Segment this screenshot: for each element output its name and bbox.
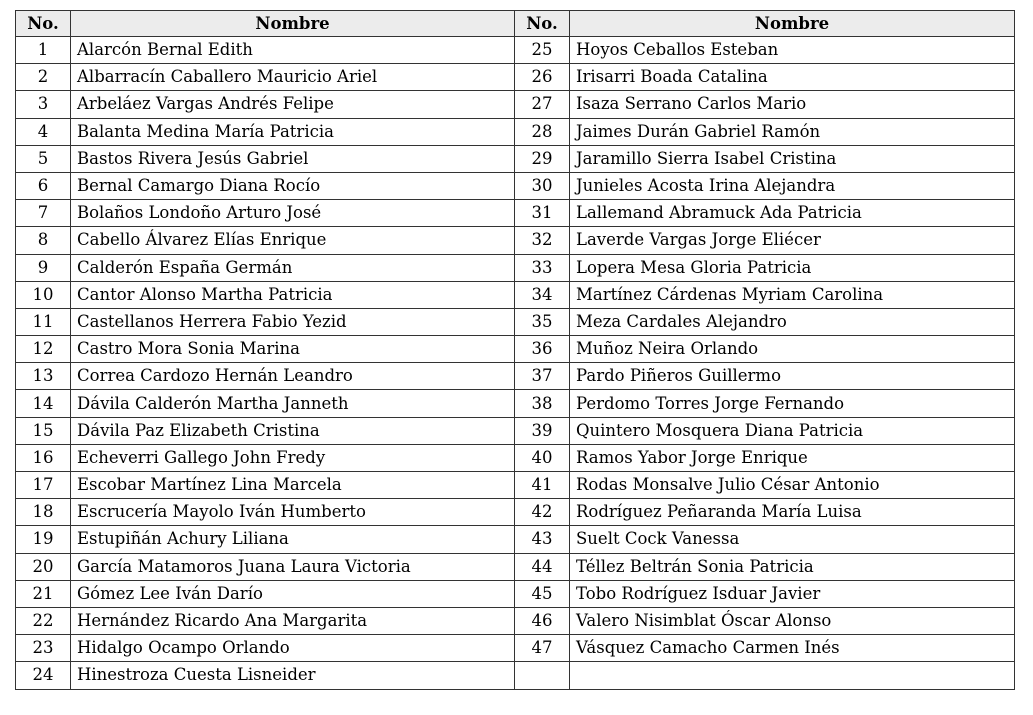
- left-number-cell: 24: [16, 662, 71, 689]
- header-name-right: Nombre: [570, 11, 1015, 37]
- table-row: [16, 526, 1015, 553]
- left-number-cell: 15: [16, 417, 71, 444]
- left-number-cell: 19: [16, 526, 71, 553]
- left-name-cell: Albarracín Caballero Mauricio Ariel: [71, 64, 515, 91]
- right-number-cell: 42: [515, 499, 570, 526]
- names-table: [15, 10, 1015, 690]
- right-name-cell: Junieles Acosta Irina Alejandra: [570, 172, 1015, 199]
- left-name-cell: Gómez Lee Iván Darío: [71, 580, 515, 607]
- table-body: [16, 37, 1015, 690]
- right-number-cell: 39: [515, 417, 570, 444]
- table-row: [16, 145, 1015, 172]
- right-name-cell: Tobo Rodríguez Isduar Javier: [570, 580, 1015, 607]
- right-number-cell: 29: [515, 145, 570, 172]
- left-name-cell: Escobar Martínez Lina Marcela: [71, 472, 515, 499]
- right-name-cell: Martínez Cárdenas Myriam Carolina: [570, 281, 1015, 308]
- right-name-cell: Suelt Cock Vanessa: [570, 526, 1015, 553]
- right-number-cell: 25: [515, 37, 570, 64]
- right-number-cell: 26: [515, 64, 570, 91]
- table-row: [16, 553, 1015, 580]
- left-name-cell: Arbeláez Vargas Andrés Felipe: [71, 91, 515, 118]
- right-name-cell: Laverde Vargas Jorge Eliécer: [570, 227, 1015, 254]
- right-name-cell: Rodas Monsalve Julio César Antonio: [570, 472, 1015, 499]
- left-number-cell: 9: [16, 254, 71, 281]
- right-name-cell: Ramos Yabor Jorge Enrique: [570, 444, 1015, 471]
- table-row: [16, 336, 1015, 363]
- right-name-cell: Pardo Piñeros Guillermo: [570, 363, 1015, 390]
- right-number-cell: 27: [515, 91, 570, 118]
- table-row: [16, 662, 1015, 689]
- table-row: [16, 64, 1015, 91]
- left-name-cell: Bolaños Londoño Arturo José: [71, 200, 515, 227]
- table-row: [16, 172, 1015, 199]
- right-name-cell: Muñoz Neira Orlando: [570, 336, 1015, 363]
- left-name-cell: Calderón España Germán: [71, 254, 515, 281]
- right-number-cell: 36: [515, 336, 570, 363]
- left-name-cell: Dávila Paz Elizabeth Cristina: [71, 417, 515, 444]
- right-name-cell: Irisarri Boada Catalina: [570, 64, 1015, 91]
- table-row: [16, 472, 1015, 499]
- left-number-cell: 6: [16, 172, 71, 199]
- left-name-cell: Hernández Ricardo Ana Margarita: [71, 607, 515, 634]
- right-number-cell: 31: [515, 200, 570, 227]
- left-number-cell: 20: [16, 553, 71, 580]
- table-row: [16, 281, 1015, 308]
- left-number-cell: 8: [16, 227, 71, 254]
- left-name-cell: Dávila Calderón Martha Janneth: [71, 390, 515, 417]
- left-name-cell: Correa Cardozo Hernán Leandro: [71, 363, 515, 390]
- right-name-cell: Téllez Beltrán Sonia Patricia: [570, 553, 1015, 580]
- left-number-cell: 11: [16, 308, 71, 335]
- table-row: [16, 417, 1015, 444]
- left-number-cell: 10: [16, 281, 71, 308]
- left-number-cell: 14: [16, 390, 71, 417]
- right-number-cell: 47: [515, 635, 570, 662]
- right-name-cell: Valero Nisimblat Óscar Alonso: [570, 607, 1015, 634]
- left-name-cell: Hidalgo Ocampo Orlando: [71, 635, 515, 662]
- empty-cell: [515, 662, 570, 689]
- left-number-cell: 17: [16, 472, 71, 499]
- table-row: [16, 444, 1015, 471]
- left-name-cell: Bastos Rivera Jesús Gabriel: [71, 145, 515, 172]
- right-name-cell: Lallemand Abramuck Ada Patricia: [570, 200, 1015, 227]
- right-number-cell: 32: [515, 227, 570, 254]
- right-number-cell: 41: [515, 472, 570, 499]
- left-number-cell: 5: [16, 145, 71, 172]
- right-name-cell: Vásquez Camacho Carmen Inés: [570, 635, 1015, 662]
- table-row: [16, 37, 1015, 64]
- right-name-cell: Jaramillo Sierra Isabel Cristina: [570, 145, 1015, 172]
- right-number-cell: 45: [515, 580, 570, 607]
- table-row: [16, 363, 1015, 390]
- right-number-cell: 35: [515, 308, 570, 335]
- table-row: [16, 91, 1015, 118]
- left-name-cell: García Matamoros Juana Laura Victoria: [71, 553, 515, 580]
- table-row: [16, 254, 1015, 281]
- right-number-cell: 30: [515, 172, 570, 199]
- empty-cell: [570, 662, 1015, 689]
- table-row: [16, 390, 1015, 417]
- left-number-cell: 4: [16, 118, 71, 145]
- left-name-cell: Bernal Camargo Diana Rocío: [71, 172, 515, 199]
- table-row: [16, 607, 1015, 634]
- left-number-cell: 18: [16, 499, 71, 526]
- right-number-cell: 38: [515, 390, 570, 417]
- header-number-left: No.: [16, 11, 71, 37]
- left-name-cell: Castro Mora Sonia Marina: [71, 336, 515, 363]
- right-name-cell: Perdomo Torres Jorge Fernando: [570, 390, 1015, 417]
- right-number-cell: 33: [515, 254, 570, 281]
- left-number-cell: 16: [16, 444, 71, 471]
- left-name-cell: Cabello Álvarez Elías Enrique: [71, 227, 515, 254]
- right-number-cell: 44: [515, 553, 570, 580]
- left-name-cell: Cantor Alonso Martha Patricia: [71, 281, 515, 308]
- right-number-cell: 28: [515, 118, 570, 145]
- left-number-cell: 1: [16, 37, 71, 64]
- right-number-cell: 37: [515, 363, 570, 390]
- table-row: [16, 580, 1015, 607]
- left-number-cell: 22: [16, 607, 71, 634]
- table-row: [16, 499, 1015, 526]
- left-name-cell: Escrucería Mayolo Iván Humberto: [71, 499, 515, 526]
- left-number-cell: 21: [16, 580, 71, 607]
- right-name-cell: Meza Cardales Alejandro: [570, 308, 1015, 335]
- left-name-cell: Alarcón Bernal Edith: [71, 37, 515, 64]
- left-name-cell: Echeverri Gallego John Fredy: [71, 444, 515, 471]
- left-number-cell: 23: [16, 635, 71, 662]
- left-number-cell: 7: [16, 200, 71, 227]
- left-number-cell: 3: [16, 91, 71, 118]
- left-name-cell: Estupiñán Achury Liliana: [71, 526, 515, 553]
- header-name-left: Nombre: [71, 11, 515, 37]
- right-number-cell: 43: [515, 526, 570, 553]
- right-number-cell: 40: [515, 444, 570, 471]
- table-row: [16, 118, 1015, 145]
- header-row: [16, 11, 1015, 37]
- table-row: [16, 200, 1015, 227]
- left-number-cell: 2: [16, 64, 71, 91]
- right-name-cell: Rodríguez Peñaranda María Luisa: [570, 499, 1015, 526]
- left-number-cell: 13: [16, 363, 71, 390]
- left-number-cell: 12: [16, 336, 71, 363]
- header-number-right: No.: [515, 11, 570, 37]
- right-number-cell: 46: [515, 607, 570, 634]
- right-name-cell: Hoyos Ceballos Esteban: [570, 37, 1015, 64]
- right-name-cell: Lopera Mesa Gloria Patricia: [570, 254, 1015, 281]
- left-name-cell: Balanta Medina María Patricia: [71, 118, 515, 145]
- right-name-cell: Jaimes Durán Gabriel Ramón: [570, 118, 1015, 145]
- left-name-cell: Hinestroza Cuesta Lisneider: [71, 662, 515, 689]
- right-name-cell: Isaza Serrano Carlos Mario: [570, 91, 1015, 118]
- table-row: [16, 227, 1015, 254]
- table-row: [16, 308, 1015, 335]
- right-number-cell: 34: [515, 281, 570, 308]
- left-name-cell: Castellanos Herrera Fabio Yezid: [71, 308, 515, 335]
- table-row: [16, 635, 1015, 662]
- right-name-cell: Quintero Mosquera Diana Patricia: [570, 417, 1015, 444]
